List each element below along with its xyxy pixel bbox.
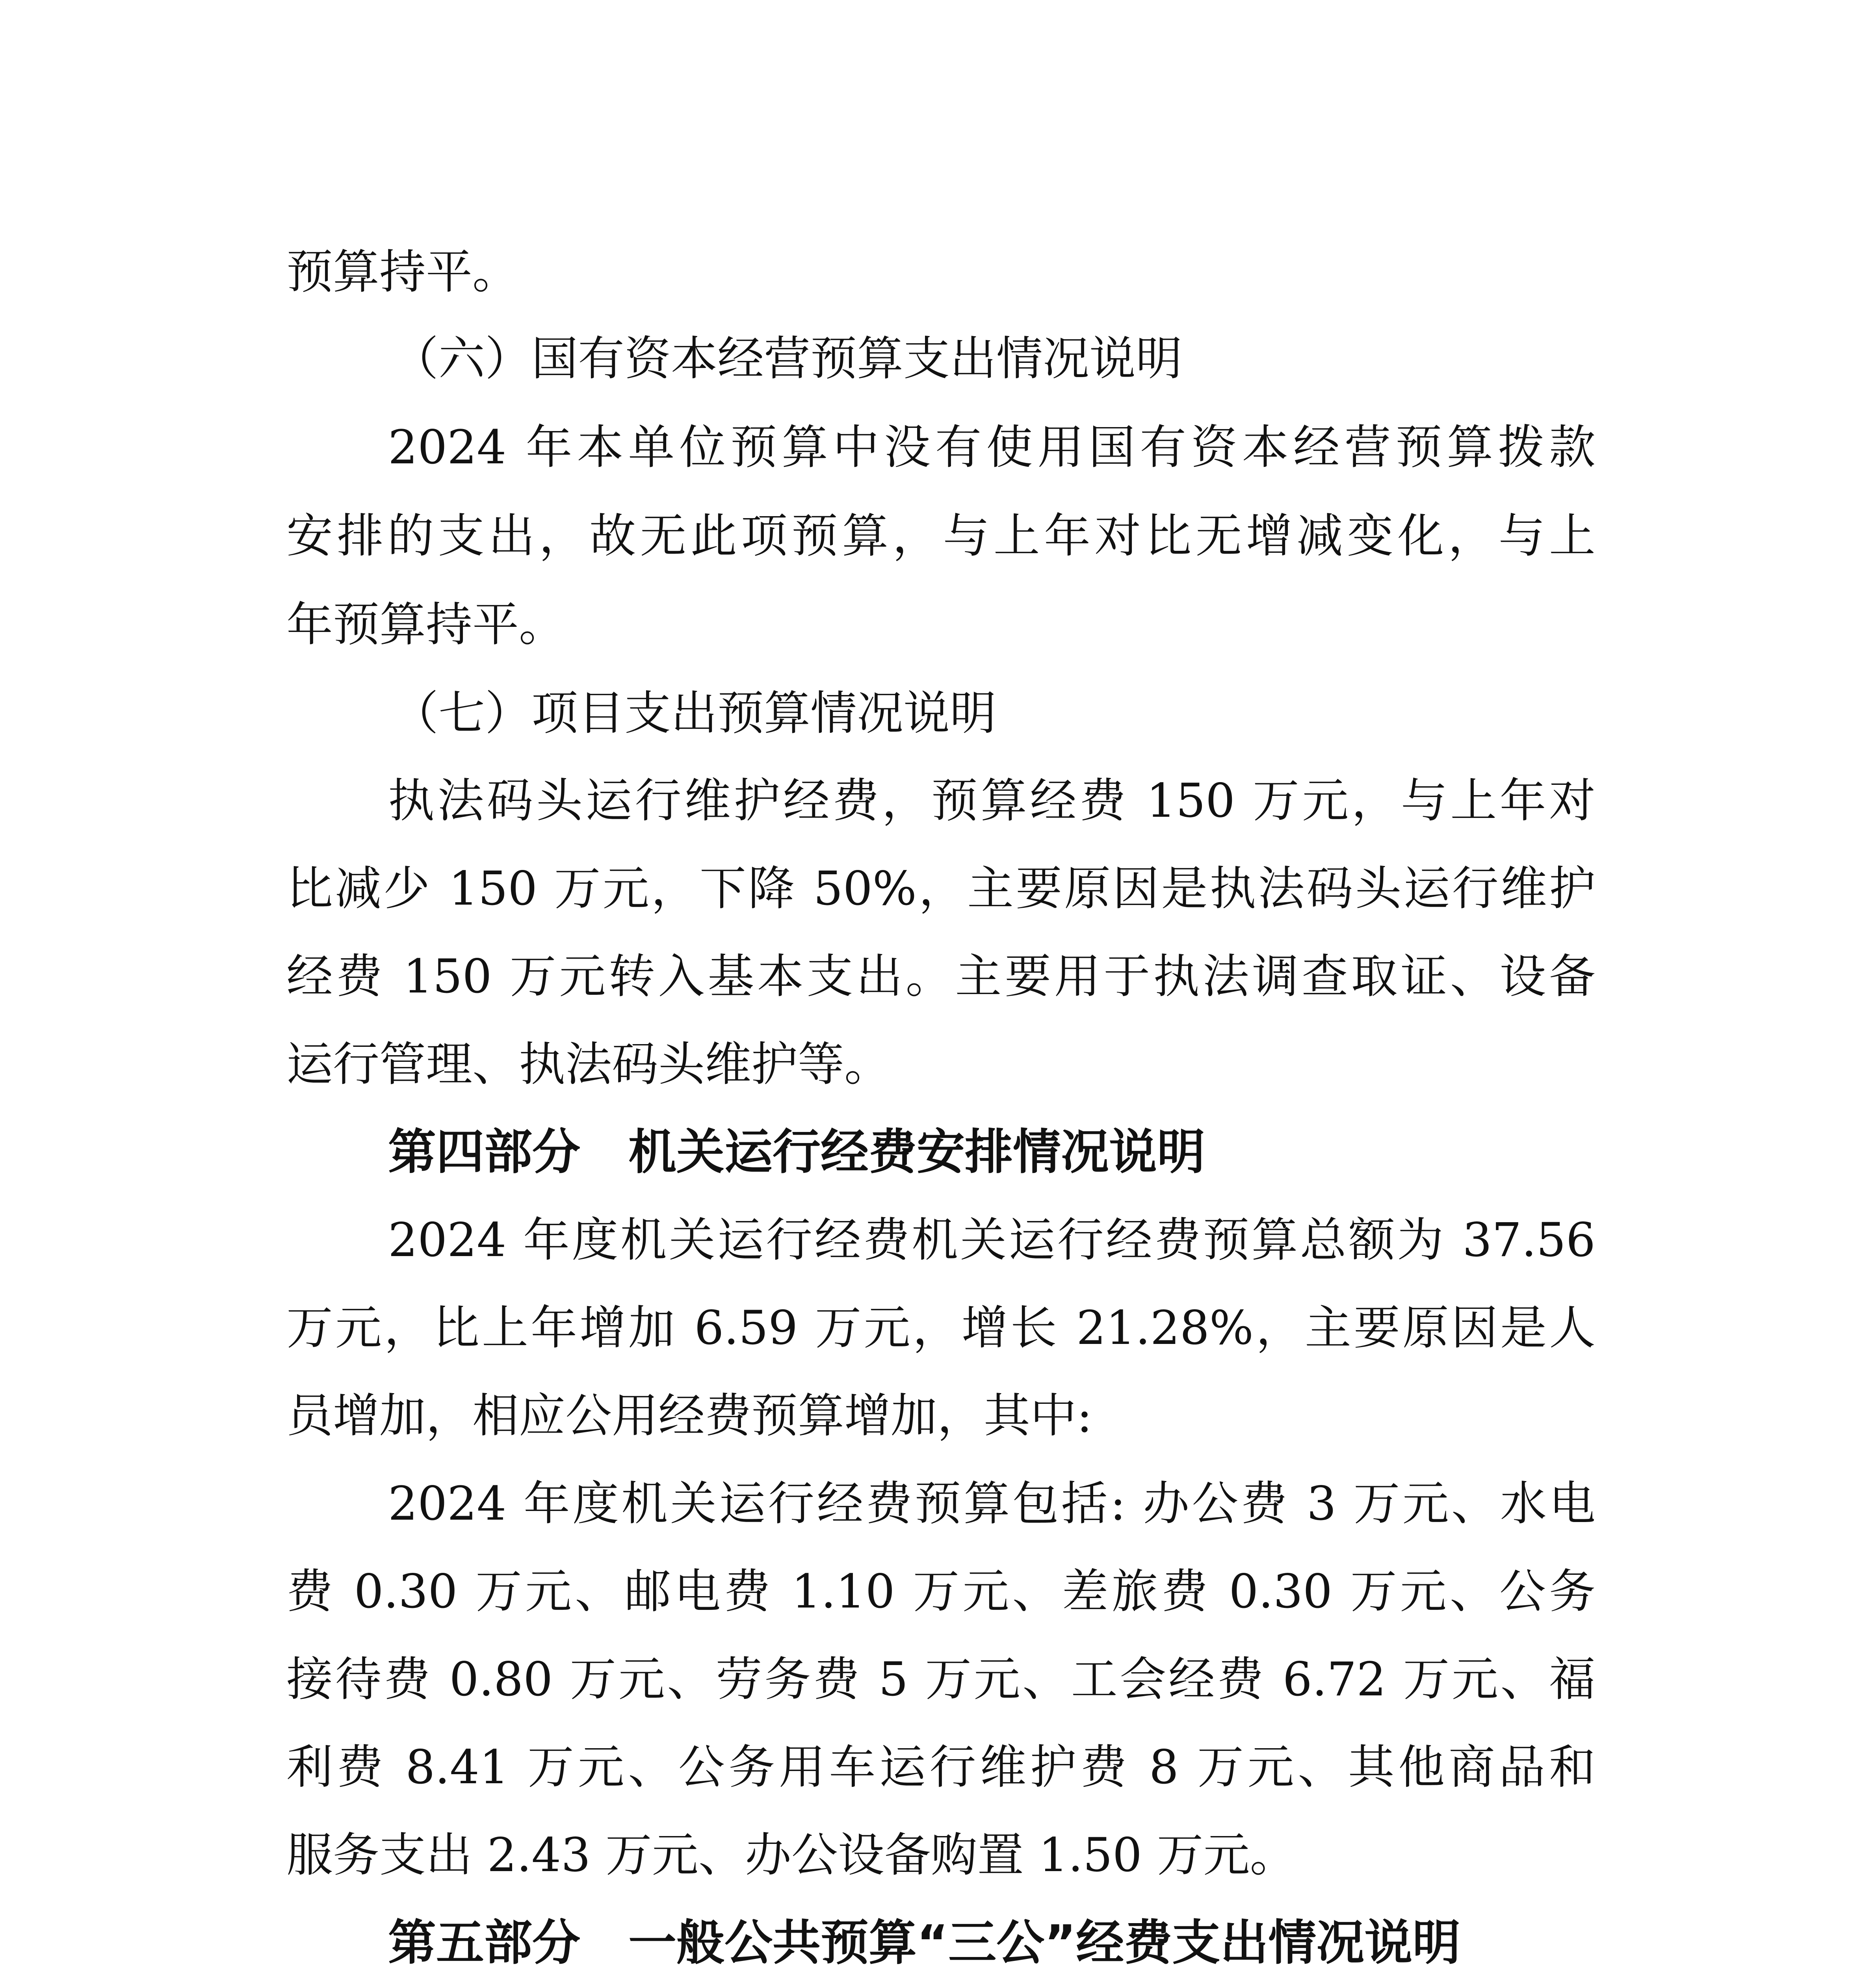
paragraph-line: 员增加，相应公用经费预算增加，其中: bbox=[286, 1388, 1092, 1443]
paragraph-line: 服务支出 2.43 万元、办公设备购置 1.50 万元。 bbox=[286, 1828, 1296, 1882]
paragraph-line: 万元，比上年增加 6.59 万元，增长 21.28%，主要原因是人 bbox=[286, 1301, 1596, 1355]
paragraph-line: 费 0.30 万元、邮电费 1.10 万元、差旅费 0.30 万元、公务 bbox=[286, 1564, 1596, 1619]
paragraph-line: 安排的支出，故无此项预算，与上年对比无增减变化，与上 bbox=[286, 509, 1596, 563]
paragraph-line: 经费 150 万元转入基本支出。主要用于执法调查取证、设备 bbox=[286, 949, 1596, 1004]
paragraph-line: 2024 年度机关运行经费机关运行经费预算总额为 37.56 bbox=[388, 1213, 1596, 1267]
paragraph-line: 2024 年度机关运行经费预算包括: 办公费 3 万元、水电 bbox=[388, 1476, 1596, 1531]
paragraph-line: 年预算持平。 bbox=[286, 597, 566, 652]
part-heading: 第五部分 一般公共预算“三公”经费支出情况说明 bbox=[388, 1915, 1461, 1970]
paragraph-line: 利费 8.41 万元、公务用车运行维护费 8 万元、其他商品和 bbox=[286, 1740, 1596, 1794]
section-heading: （七）项目支出预算情况说明 bbox=[392, 686, 997, 740]
paragraph-line: 比减少 150 万元，下降 50%，主要原因是执法码头运行维护 bbox=[286, 861, 1596, 916]
paragraph-line: 2024 年本单位预算中没有使用国有资本经营预算拨款 bbox=[388, 420, 1596, 474]
paragraph-line: 运行管理、执法码头维护等。 bbox=[286, 1037, 891, 1091]
paragraph-line: 接待费 0.80 万元、劳务费 5 万元、工会经费 6.72 万元、福 bbox=[286, 1652, 1596, 1706]
paragraph-line: 执法码头运行维护经费，预算经费 150 万元，与上年对 bbox=[388, 773, 1596, 828]
part-heading: 第四部分 机关运行经费安排情况说明 bbox=[388, 1124, 1205, 1180]
paragraph-line: 预算持平。 bbox=[286, 245, 519, 299]
section-heading: （六）国有资本经营预算支出情况说明 bbox=[392, 331, 1183, 386]
